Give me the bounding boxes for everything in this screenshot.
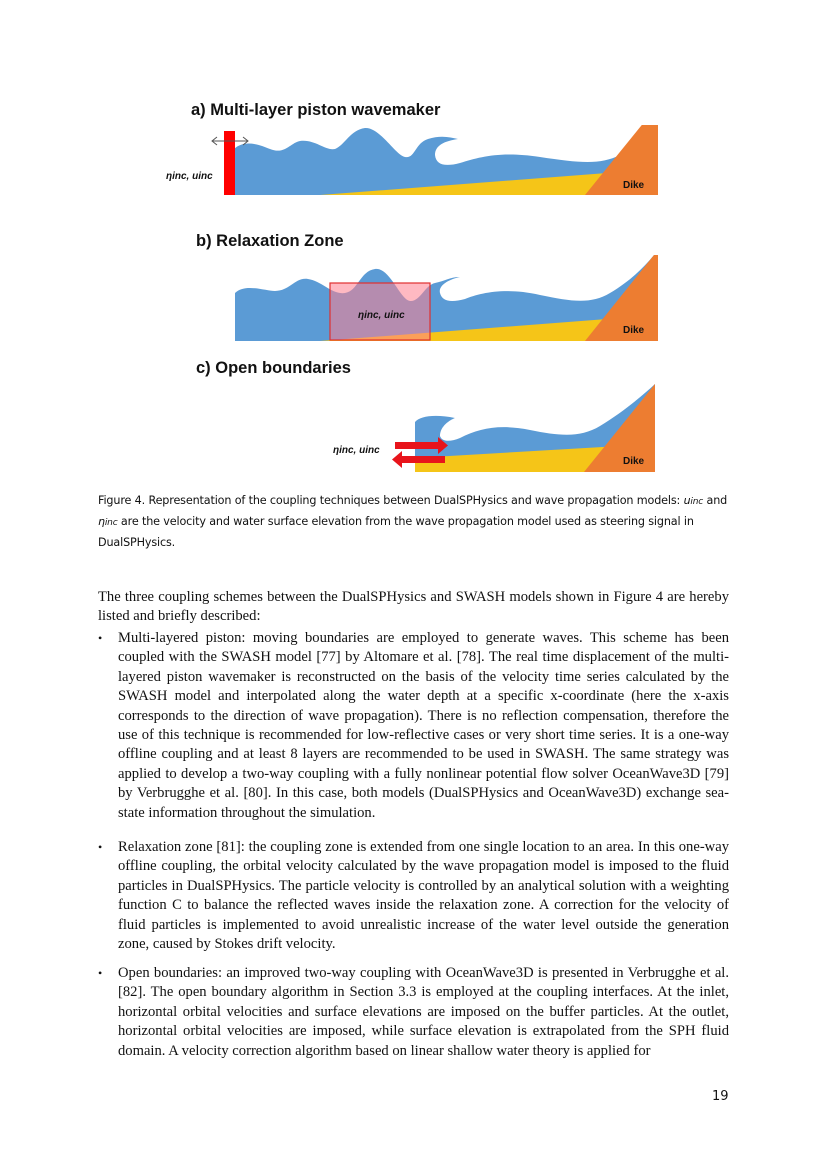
list-item-text: Multi-layered piston: moving boundaries are employed to generate waves. This scheme has been coupled with the SWASH model [77] by Altomare et al. [78]. The real time displacement of the multi-layered piston wavemaker is reconstructed on the basis of the velocity time series calculated by the SWASH model and interpolated along the water depth at a specific x-coordinate (here the x-axis corresponds to the direction of wave propagation). There is no reflection compensation, therefore the use of this technique is recommended for low-reflective cases or very short time series. It is a one-way offline coupling and at least 8 layers are recommended to be used in SWASH. The same strategy was applied to develop a two-way coupling with a fully nonlinear potential flow solver OceanWave3D [79] by Verbrugghe et al. [80]. In this case, both models (DualSPHysics and OceanWave3D) exchange sea-state information throughout the simulation. [118, 630, 729, 821]
dike-shape [585, 255, 658, 341]
panel-a-diagram [160, 125, 660, 200]
bullet-icon: • [98, 631, 103, 645]
caption-text: and [703, 494, 728, 507]
signal-label-c: ηinc, uinc [333, 445, 380, 456]
intro-paragraph: The three coupling schemes between the DualSPHysics and SWASH models shown in Figure 4 are hereby listed and briefly described: [98, 589, 729, 625]
dike-label-b: Dike [623, 325, 645, 336]
dike-shape [585, 125, 658, 195]
caption-text: are the velocity and water surface elevation from the wave propagation model used as steering signal in DualSPHysics. [98, 515, 694, 549]
dike-label-a: Dike [623, 180, 645, 191]
panel-a-title: a) Multi-layer piston wavemaker [191, 101, 441, 119]
bullet-icon: • [98, 966, 103, 980]
dike-label-c: Dike [623, 456, 645, 467]
bullet-icon: • [98, 840, 103, 854]
panel-b-title: b) Relaxation Zone [196, 232, 344, 250]
caption-text: Figure 4. Representation of the coupling techniques between DualSPHysics and wave propagation models: [98, 494, 684, 507]
list-item [98, 964, 729, 1061]
list-item [98, 629, 729, 823]
list-item-text: Open boundaries: an improved two-way coupling with OceanWave3D is presented in Verbrugghe et al. [82]. The open boundary algorithm in Section 3.3 is employed at the coupling interfaces. At the inlet, horizontal orbital velocities and surface elevations are imposed on the buffer particles. At the outlet, horizontal orbital velocities are imposed, while surface elevation is extrapolated from the SPH fluid domain. A velocity correction algorithm based on linear shallow water theory is applied for [118, 965, 729, 1059]
panel-c-title: c) Open boundaries [196, 359, 351, 377]
caption-subscript: inc [104, 518, 118, 528]
caption-subscript: inc [690, 497, 704, 507]
figure-caption [98, 491, 738, 553]
caption-symbol-eta: η [98, 515, 105, 528]
signal-label-a: ηinc, uinc [166, 171, 213, 182]
panel-b-diagram [160, 255, 660, 345]
signal-label-b: ηinc, uinc [358, 310, 405, 321]
panel-c-diagram [320, 380, 670, 480]
page-number: 19 [712, 1089, 729, 1104]
caption-symbol-u: u [683, 494, 691, 507]
list-item-text: Relaxation zone [81]: the coupling zone is extended from one single location to an area. In this one-way offline coupling, the orbital velocity calculated by the wave propagation model is imposed to the fluid particles in DualSPHysics. The particle velocity is controlled by an analytical solution with a weighting function C to balance the reflected waves inside the relaxation zone. A correction for the velocity of fluid particles is implemented to avoid unrealistic increase of the water level outside the generation zone, caused by Stokes drift velocity. [118, 839, 729, 953]
list-item [98, 838, 729, 954]
